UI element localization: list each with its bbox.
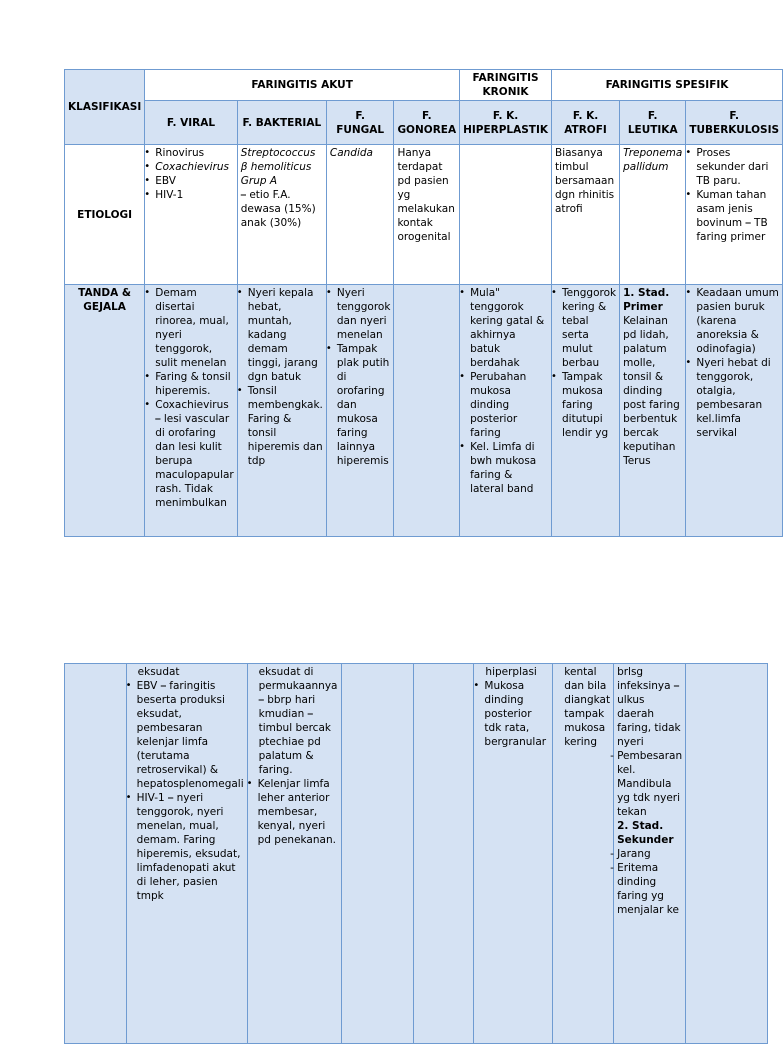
etiologi-fungal: Candida (326, 145, 394, 285)
gejala-tb-item: • Keadaan umum pasien buruk (karena anoreksia & odinofagia) (696, 286, 779, 356)
gejala-atrofi (552, 285, 620, 537)
gejala-leutika (620, 285, 686, 537)
leutika-stage-sekunder-heading: 2. Stad. Sekunder (617, 820, 674, 846)
cont-leutika-item: - Pembesaran kel. Mandibula yg tdk nyeri tekan (617, 749, 682, 819)
cont-leutika-item: - Eritema dinding faring yg menjalar ke (617, 861, 682, 917)
etiologi-hiperplastik (460, 145, 552, 285)
etiologi-viral (145, 145, 238, 285)
gejala-hiperplastik-item: • Mula" tenggorok kering gatal & akhirnya batuk berdahak (470, 286, 548, 370)
cont-gonorea (413, 664, 474, 1044)
faringitis-table-part1 (64, 69, 783, 537)
etiologi-gonorea: Hanya terdapat pd pasien yg melakukan kontak orogenital (394, 145, 460, 285)
header-viral: F. VIRAL (145, 101, 238, 145)
cont-leutika-text: brlsg infeksinya ⎯ ulkus daerah faring, tidak nyeri (617, 666, 681, 748)
gejala-atrofi-item: • Tampak mukosa faring ditutupi lendir yg (562, 370, 616, 440)
header-bakterial: F. BAKTERIAL (237, 101, 326, 145)
etiologi-viral-item: • EBV (155, 174, 234, 188)
gejala-atrofi-item: • Tenggorok kering & tebal serta mulut berbau (562, 286, 616, 370)
etiologi-tb-item: • Kuman tahan asam jenis bovinum ⎯ TB faring primer (696, 188, 779, 244)
cont-atrofi-text: kental dan bila diangkat tampak mukosa kering (564, 666, 611, 748)
cont-hiperplastik-item: • Mukosa dinding posterior tdk rata, bergranular (484, 679, 549, 749)
cont-atrofi (553, 664, 614, 1044)
row-label-etiologi: ETIOLOGI (65, 145, 145, 285)
cont-bakterial (247, 664, 341, 1044)
cont-fungal (341, 664, 413, 1044)
gejala-hiperplastik-item: • Kel. Limfa di bwh mukosa faring & lateral band (470, 440, 548, 496)
leutika-stage-primer-heading: 1. Stad. Primer (623, 287, 670, 313)
cont-viral-item: • EBV ⎯ faringitis beserta produksi eksudat, pembesaran kelenjar limfa (terutama retroservikal) & hepatosplenomegali (137, 679, 244, 791)
leutika-stage-primer-tail: Terus (623, 455, 651, 467)
etiologi-viral-item: • Coxachievirus (155, 160, 234, 174)
cont-bakterial-text: eksudat di permukaannya ⎯ bbrp hari kmudian ⎯ timbul bercak ptechiae pd palatum & faring. (258, 666, 338, 776)
cont-hiperplastik (474, 664, 553, 1044)
header-faringitis-kronik: FARINGITIS KRONIK (460, 70, 552, 101)
etiologi-tb-item: • Proses sekunder dari TB paru. (696, 146, 779, 188)
cont-leutika (614, 664, 686, 1044)
gejala-viral-item: • Faring & tonsil hiperemis. (155, 370, 234, 398)
gejala-tb-item: • Nyeri hebat di tenggorok, otalgia, pembesaran kel.limfa servikal (696, 356, 779, 440)
etiologi-bakterial-note: ⎯ etio F.A. dewasa (15%) anak (30%) (240, 189, 316, 229)
cont-viral (126, 664, 247, 1044)
faringitis-table-part2 (64, 663, 768, 1044)
header-leutika: F. LEUTIKA (620, 101, 686, 145)
gejala-bakterial-item: • Tonsil membengkak. Faring & tonsil hiperemis dan tdp (248, 384, 323, 468)
cont-tuberkulosis (686, 664, 768, 1044)
row-label-gejala: TANDA & GEJALA (65, 285, 145, 537)
gejala-tuberkulosis (686, 285, 783, 537)
header-fungal: F. FUNGAL (326, 101, 394, 145)
cont-viral-text: eksudat (137, 666, 180, 678)
gejala-fungal (326, 285, 394, 537)
leutika-stage-primer-text: Kelainan pd lidah, palatum molle, tonsil & dinding post faring berbentuk bercak keputihan (623, 315, 680, 453)
gejala-gonorea (394, 285, 460, 537)
cont-leutika-item: - Jarang (617, 847, 682, 861)
header-tuberkulosis: F. TUBERKULOSIS (686, 101, 783, 145)
cont-bakterial-item: • Kelenjar limfa leher anterior membesar, kenyal, nyeri pd penekanan. (258, 777, 338, 847)
etiologi-viral-item: • Rinovirus (155, 146, 234, 160)
header-faringitis-spesifik: FARINGITIS SPESIFIK (552, 70, 783, 101)
gejala-bakterial (237, 285, 326, 537)
gejala-viral-item: • Coxachievirus ⎯ lesi vascular di orofaring dan lesi kulit berupa maculopapular rash. Tidak menimbulkan (155, 398, 234, 510)
etiologi-leutika: Treponema pallidum (620, 145, 686, 285)
gejala-viral-item: • Demam disertai rinorea, mual, nyeri tenggorok, sulit menelan (155, 286, 234, 370)
header-hiperplastik: F. K. HIPERPLASTIK (460, 101, 552, 145)
header-atrofi: F. K. ATROFI (552, 101, 620, 145)
cont-hiperplastik-text: hiperplasi (485, 666, 537, 678)
gejala-fungal-item: • Nyeri tenggorok dan nyeri menelan (337, 286, 391, 342)
header-klasifikasi: KLASIFIKASI (65, 70, 145, 145)
gejala-hiperplastik (460, 285, 552, 537)
gejala-bakterial-item: • Nyeri kepala hebat, muntah, kadang demam tinggi, jarang dgn batuk (248, 286, 323, 384)
cont-label (65, 664, 127, 1044)
gejala-viral (145, 285, 238, 537)
etiologi-bakterial (237, 145, 326, 285)
header-gonorea: F. GONOREA (394, 101, 460, 145)
etiologi-tuberkulosis (686, 145, 783, 285)
etiologi-viral-item: • HIV-1 (155, 188, 234, 202)
gejala-hiperplastik-item: • Perubahan mukosa dinding posterior faring (470, 370, 548, 440)
gejala-fungal-item: • Tampak plak putih di orofaring dan mukosa faring lainnya hiperemis (337, 342, 391, 468)
header-faringitis-akut: FARINGITIS AKUT (145, 70, 460, 101)
cont-viral-item: • HIV-1 ⎯ nyeri tenggorok, nyeri menelan, mual, demam. Faring hiperemis, eksudat, limfadenopati akut di leher, pasien tmpk (137, 791, 244, 903)
etiologi-bakterial-organism: Streptococcus β hemoliticus Grup A (240, 147, 316, 187)
etiologi-atrofi: Biasanya timbul bersamaan dgn rhinitis atrofi (552, 145, 620, 285)
